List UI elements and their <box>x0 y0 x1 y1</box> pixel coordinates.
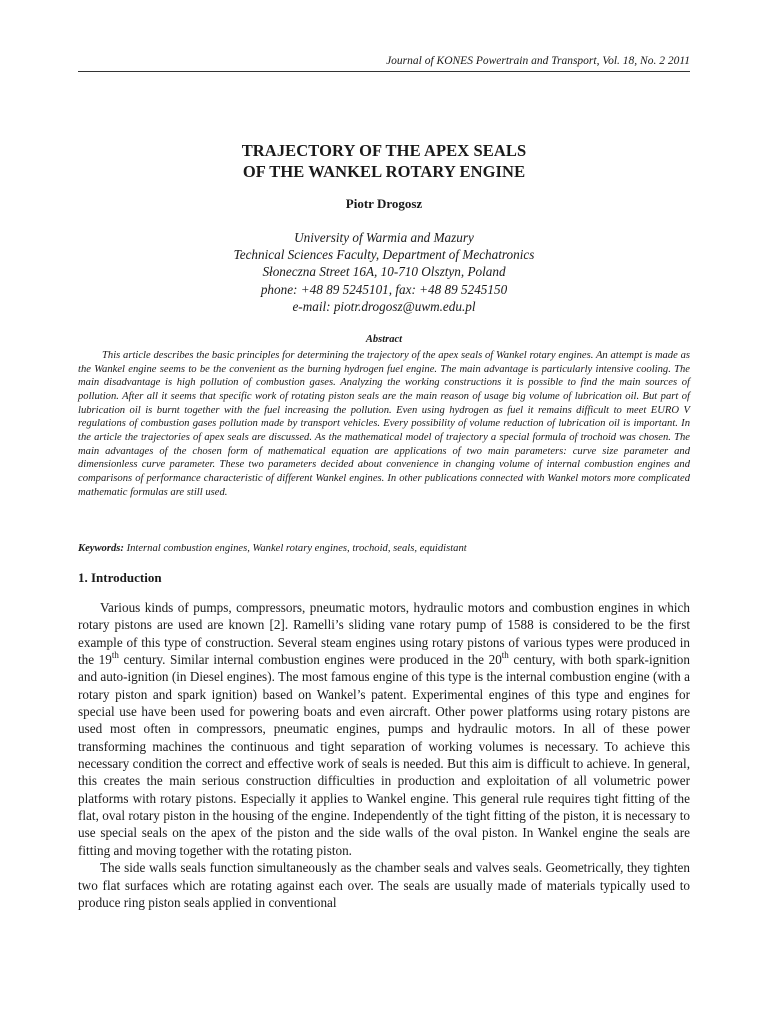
affiliation-department: Technical Sciences Faculty, Department of Mechatronics <box>233 247 535 263</box>
abstract-heading: Abstract <box>365 334 403 345</box>
abstract-text: This article describes the basic principles for determining the trajectory of the apex seals of Wankel rotary engines. An attempt is made as the Wankel engine seems to be the convenient as the burning hydrogen fuel engine. The main advantage is particularly intensive cooling. The main disadvantage is high pollution of combustion gases. Analyzing the working constructions it is possible to find the main sources of pollution. After all it seems that specific work of rotating piston seals are the main reason of usage big volume of lubrication oil. But part of lubrication oil is burnt together with the fuel increasing the pollution. Even using hydrogen as fuel it remains difficult to meet EURO V regulations of combustion gases pollution made by transport vehicles. Every possibility of volume reduction of lubrication oil is important. In the article the trajectories of apex seals are discussed. As the mathematical model of trajectory a special formula of trochoid was chosen. The main advantages of the chosen form of mathematical equation are applications of two main parameters: curve size parameter and dimensionless curve parameter. These two parameters decided about convenience in changing volume of internal combustion engines and comparisons of performance characteristic of different Wankel engines. In other publications connected with Wankel motors more complicated mathematic formulas are still used. <box>78 350 690 498</box>
paper-title <box>78 140 690 182</box>
paragraph-text: Various kinds of pumps, compressors, pneumatic motors, hydraulic motors and combustion engines in which rotary pistons are used are known [2]. Ramelli’s sliding vane rotary pump of 1588 is considered to be the first example of this type of construction. Several steam engines using rotary pistons of various types were produced in the 19 <box>78 600 690 668</box>
keywords-label: Keywords: <box>78 543 124 554</box>
superscript: th <box>111 649 119 660</box>
affiliation-phone: phone: +48 89 5245101, fax: +48 89 5245150 <box>260 281 508 297</box>
paragraph-text: century. Similar internal combustion engines were produced in the 20 <box>118 652 502 668</box>
paragraph-text: century, with both spark-ignition and auto-ignition (in Diesel engines). The most famous engine of this type is the internal combustion engine (with a rotary piston and spark ignition) based on Wankel’s patent. Experimental engines of this type and engines for special use have been used for powering boats and even aircraft. Other power platforms using rotary pistons are used most often in compressors, pneumatic engines, pumps and hydraulic motors. In all of these power transforming machines the continuous and tight separation of working volumes is necessary. To achieve this necessary condition the correct and effective work of seals is needed. But this aim is difficult to achieve. In general, this creates the main serious construction difficulties in production and exploitation of all volumetric power platforms with rotary pistons. Especially it applies to Wankel engine. This general rule requires tight fitting of the flat, oval rotary piston in the housing of the engine. Independently of the tight fitting of the piston, it is necessary to use special seals on the apex of the piston and the side walls of the oval piston. In Wankel engine the seals are fitting and moving together with the rotating piston. <box>78 652 690 858</box>
keywords <box>78 542 690 556</box>
introduction-body <box>78 599 690 911</box>
introduction-paragraph-2: The side walls seals function simultaneously as the chamber seals and valves seals. Geometrically, they tighten two flat surfaces which are rotating against each over. The seals are usually made of materials typically used to produce ring piston seals applied in conventional <box>78 860 690 910</box>
title-line-1: TRAJECTORY OF THE APEX SEALS <box>241 141 527 160</box>
affiliation-address: Słoneczna Street 16A, 10-710 Olsztyn, Poland <box>262 264 506 280</box>
section-heading-introduction: 1. Introduction <box>78 570 162 585</box>
affiliation-email: e-mail: piotr.drogosz@uwm.edu.pl <box>292 298 476 314</box>
author-name: Piotr Drogosz <box>345 196 423 211</box>
title-line-2: OF THE WANKEL ROTARY ENGINE <box>242 162 526 181</box>
introduction-paragraph-1 <box>78 599 690 859</box>
author-affiliation <box>78 229 690 315</box>
keywords-text: Internal combustion engines, Wankel rotary engines, trochoid, seals, equidistant <box>126 543 467 554</box>
superscript: th <box>501 649 509 660</box>
running-head: Journal of KONES Powertrain and Transport, Vol. 18, No. 2 2011 <box>78 54 690 72</box>
affiliation-university: University of Warmia and Mazury <box>294 230 474 245</box>
